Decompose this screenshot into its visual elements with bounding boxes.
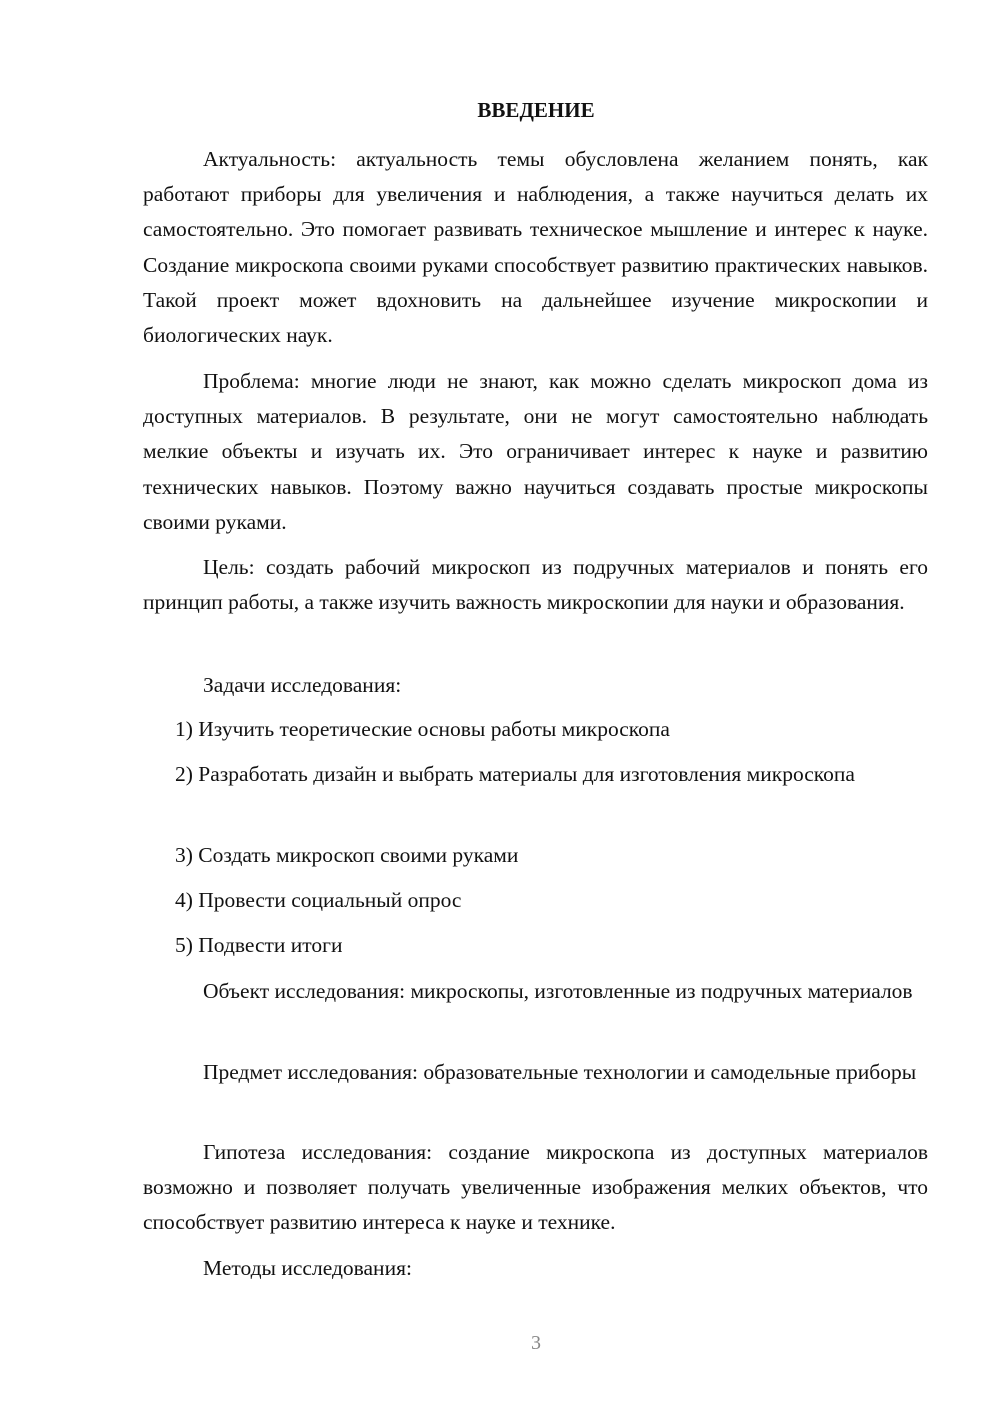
- hypothesis-paragraph: Гипотеза исследования: создание микроскопа из доступных материалов возможно и позволяет получать увеличенные изображения мелких объектов, что способствует развитию интереса к науке и технике.: [143, 1140, 928, 1235]
- subject-paragraph: Предмет исследования: образовательные технологии и самодельные приборы: [203, 1060, 917, 1084]
- page-title: ВВЕДЕНИЕ: [477, 98, 595, 122]
- relevance-paragraph: Актуальность: актуальность темы обусловлена желанием понять, как работают приборы для увеличения и наблюдения, а также научиться делать их самостоятельно. Это помогает развивать техническое мышление и интерес к науке. Создание микроскопа своими руками способствует развитию практических навыков. Такой проект может вдохновить на дальнейшее изучение микроскопии и биологических наук.: [143, 147, 928, 348]
- object-paragraph: Объект исследования: микроскопы, изготовленные из подручных материалов: [203, 979, 913, 1003]
- problem-paragraph: Проблема: многие люди не знают, как можно сделать микроскоп дома из доступных материалов. В результате, они не могут самостоятельно наблюдать мелкие объекты и изучать их. Это ограничивает интерес к науке и развитию технических навыков. Поэтому важно научиться создавать простые микроскопы своими руками.: [143, 369, 928, 534]
- tasks-heading: Задачи исследования:: [203, 673, 402, 697]
- task-item: 2) Разработать дизайн и выбрать материалы для изготовления микроскопа: [175, 762, 855, 786]
- page-number: 3: [531, 1332, 541, 1354]
- task-item: 3) Создать микроскоп своими руками: [175, 843, 519, 867]
- methods-heading: Методы исследования:: [203, 1256, 412, 1280]
- task-item: 4) Провести социальный опрос: [175, 888, 462, 912]
- task-item: 5) Подвести итоги: [175, 933, 343, 957]
- task-item: 1) Изучить теоретические основы работы микроскопа: [175, 717, 670, 741]
- goal-paragraph: Цель: создать рабочий микроскоп из подручных материалов и понять его принцип работы, а также изучить важность микроскопии для науки и образования.: [143, 555, 928, 615]
